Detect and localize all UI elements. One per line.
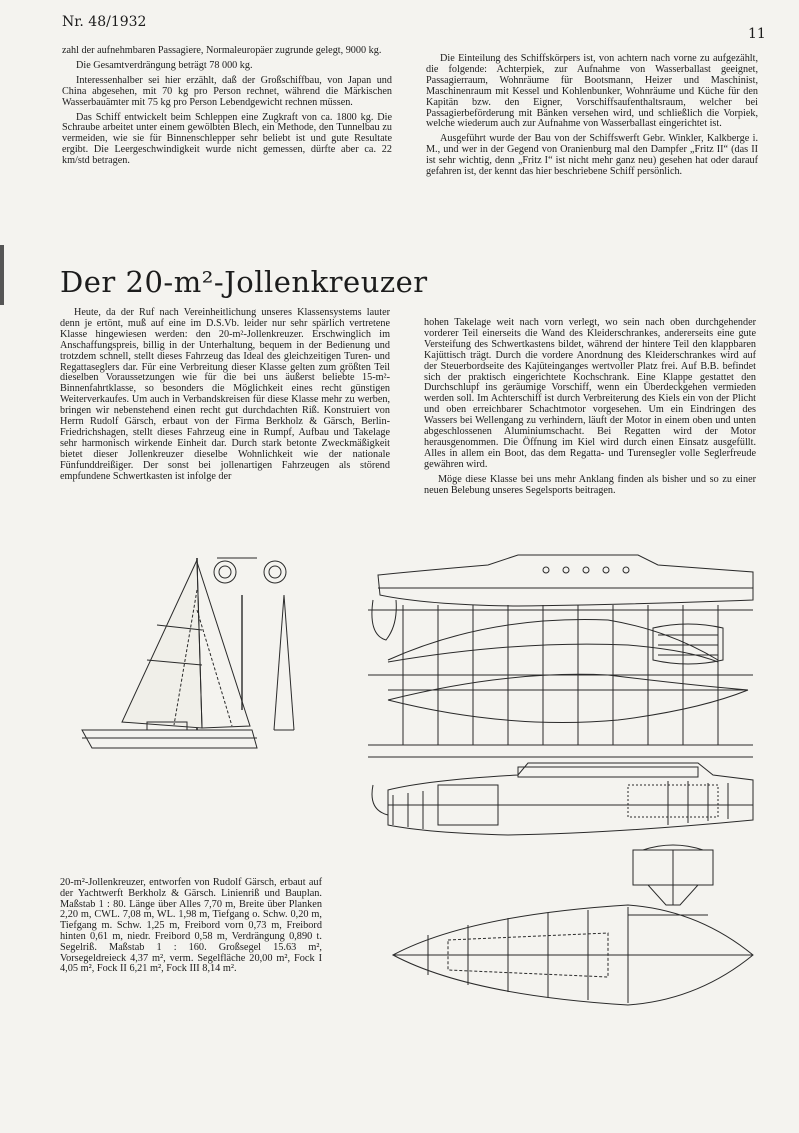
paragraph: Interessenhalber sei hier erzählt, daß der Großschiffbau, von Japan und China abgesehen, mit 70 kg pro Person rechnet, während die Märkischen Wasserbauämter mit 75 kg pro Person Lebendgewicht rechnen müssen. xyxy=(62,74,392,108)
paragraph: Die Einteilung des Schiffskörpers ist, von achtern nach vorne zu aufgezählt, die folgende: Achterpiek, zur Aufnahme von Wasserballast geeignet, Passagierraum, Wohnräume für Bootsmann, Heizer und Maschinist, Maschinenraum mit Kessel und Kohlenbunker, Wohnräume und Küche für den Kapitän bzw. den Eigner, Vorschiffsaufenthaltsraum, welcher bei Passagierbeförderung mit Bänken versehen wird, und schließlich die Vorpiek, welche wiederum auch zur Aufnahme von Wasserballast eingerichtet ist. xyxy=(426,53,758,130)
sail-plan-drawing xyxy=(62,550,302,760)
issue-number: Nr. 48/1932 xyxy=(62,14,147,30)
figure-caption: 20-m²-Jollenkreuzer, entworfen von Rudolf Gärsch, erbaut auf der Yachtwerft Berkholz & Gärsch. Linienriß und Bauplan. Maßstab 1 : 80. Länge über Alles 7,70 m, Breite über Planken 2,20 m, CWL. 7,08 m, WL. 1,98 m, Tiefgang o. Schw. 0,20 m, Tiefgang m. Schw. 1,25 m, Freibord vorn 0,73 m, Freibord hinten 0,61 m, niedr. Freibord 0,58 m, Verdrängung 0,890 t. Segelriß. Maßstab 1 : 160. Großsegel 15.63 m², Vorsegeldreieck 4,37 m², verm. Segelfläche 20,00 m², Fock I 4,05 m², Fock II 6,21 m², Fock III 8,14 m². xyxy=(60,877,322,975)
paragraph: Heute, da der Ruf nach Vereinheitlichung unseres Klassensystems lauter denn je ertönt, muß auf eine im D.S.Vb. leider nur sehr spärlich vertretene Klasse hingewiesen werden: den 20-m²-Jollenkreuzer. Erschwinglich im Anschaffungspreis, billig in der Unterhaltung, bequem in der Bedienung und trotzdem schnell, stellt dieses Fahrzeug das Ideal des gleichzeitigen Turen- und Regattaseglers dar. Für eine Verbreitung dieser Klasse gelten zum größten Teil dieselben Voraussetzungen wie für die bei uns äußerst beliebte 15-m²-Binnenfahrtklasse, so besonders die Möglichkeit eines recht günstigen Weiterverkaufes. Um auch in Verbandskreisen für diese Klasse mehr zu werben, bringen wir nebenstehend einen recht gut durchdachten Riß. Konstruiert von Herrn Rudolf Gärsch, erbaut von der Firma Berkholz & Gärsch, Berlin-Friedrichshagen, stellt dieses Fahrzeug eine in Rumpf, Aufbau und Takelage sehr harmonisch wirkende Einheit dar. Durch stark betonte Zweckmäßigkeit bietet dieser Jollenkreuzer dieselbe Wohnlichkeit wie der nationale Fünfunddreißiger. Der sonst bei jollenartigen Fahrzeugen als störend empfundene Schwertkasten ist infolge der xyxy=(60,307,390,482)
lines-plan-drawing xyxy=(368,550,758,750)
page-edge-shadow xyxy=(0,245,4,305)
paragraph: Ausgeführt wurde der Bau von der Schiffswerft Gebr. Winkler, Kalkberge i. M., und wer in der Gegend von Oranienburg mal den Dampfer „Fritz II“ (das II ist sehr wichtig, denn „Fritz I“ ist nicht mehr ganz neu) gesehen hat oder darauf gefahren ist, der kennt das hier beschriebene Schiff persönlich. xyxy=(426,133,758,178)
paragraph: zahl der aufnehmbaren Passagiere, Normaleuropäer zugrunde gelegt, 9000 kg. xyxy=(62,45,382,56)
previous-article-left-column xyxy=(62,46,392,171)
previous-article-right-column xyxy=(426,54,758,182)
paragraph: hohen Takelage weit nach vorn verlegt, wo sein nach oben durchgehender vorderer Teil einerseits die Wand des Kleiderschrankes, andererseits eine gute Versteifung des Schwertkastens bildet, während der hintere Teil den klappbaren Kajüttisch trägt. Durch die vordere Anordnung des Kleiderschrankes wird auf der Steuerbordseite des Kajüteinganges wertvoller Platz frei. Auf B.B. befindet sich der praktisch eingerichtete Kochschrank. Eine Klappe gestattet den Durchschlupf ins geräumige Vorschiff, wenn ein Überdeckgehen vermieden werden soll. Im Achterschiff ist durch Verbreiterung des Kiels ein von der Plicht und oben erreichbarer Schachtmotor vorgesehen. Um ein Eindringen des Wassers bei Wellengang zu verhindern, läuft der Motor in einem oben und unten abgeschlossenen Aluminiumschacht. Bei Regatten wird der Motor herausgenommen. Die Öffnung im Kiel wird durch einen Einsatz ausgefüllt. Alles in allem ein Boot, das dem Regatta- und Turensegler volle Seglerfreude gewähren wird. xyxy=(424,317,756,470)
article-left-column xyxy=(60,308,390,487)
page-number: 11 xyxy=(748,26,766,42)
article-title: Der 20-m²-Jollenkreuzer xyxy=(60,265,428,299)
paragraph: Die Gesamtverdrängung beträgt 78 000 kg. xyxy=(76,59,253,71)
paragraph: Das Schiff entwickelt beim Schleppen eine Zugkraft von ca. 1800 kg. Die Schraube arbeitet unter einem gewölbten Blech, ein Methode, den Tunnelbau zu vermeiden, wie sie für Binnenschlepper sehr beliebt ist und gute Resultate ergibt. Die Leergeschwindigkeit wurde nicht gemessen, dürfte aber ca. 22 km/std betragen. xyxy=(62,111,392,167)
article-right-column xyxy=(424,318,756,501)
paragraph: Möge diese Klasse bei uns mehr Anklang finden als bisher und so zu einer neuen Belebung unseres Segelsports beitragen. xyxy=(424,473,756,496)
construction-plan-drawing xyxy=(368,755,758,1010)
